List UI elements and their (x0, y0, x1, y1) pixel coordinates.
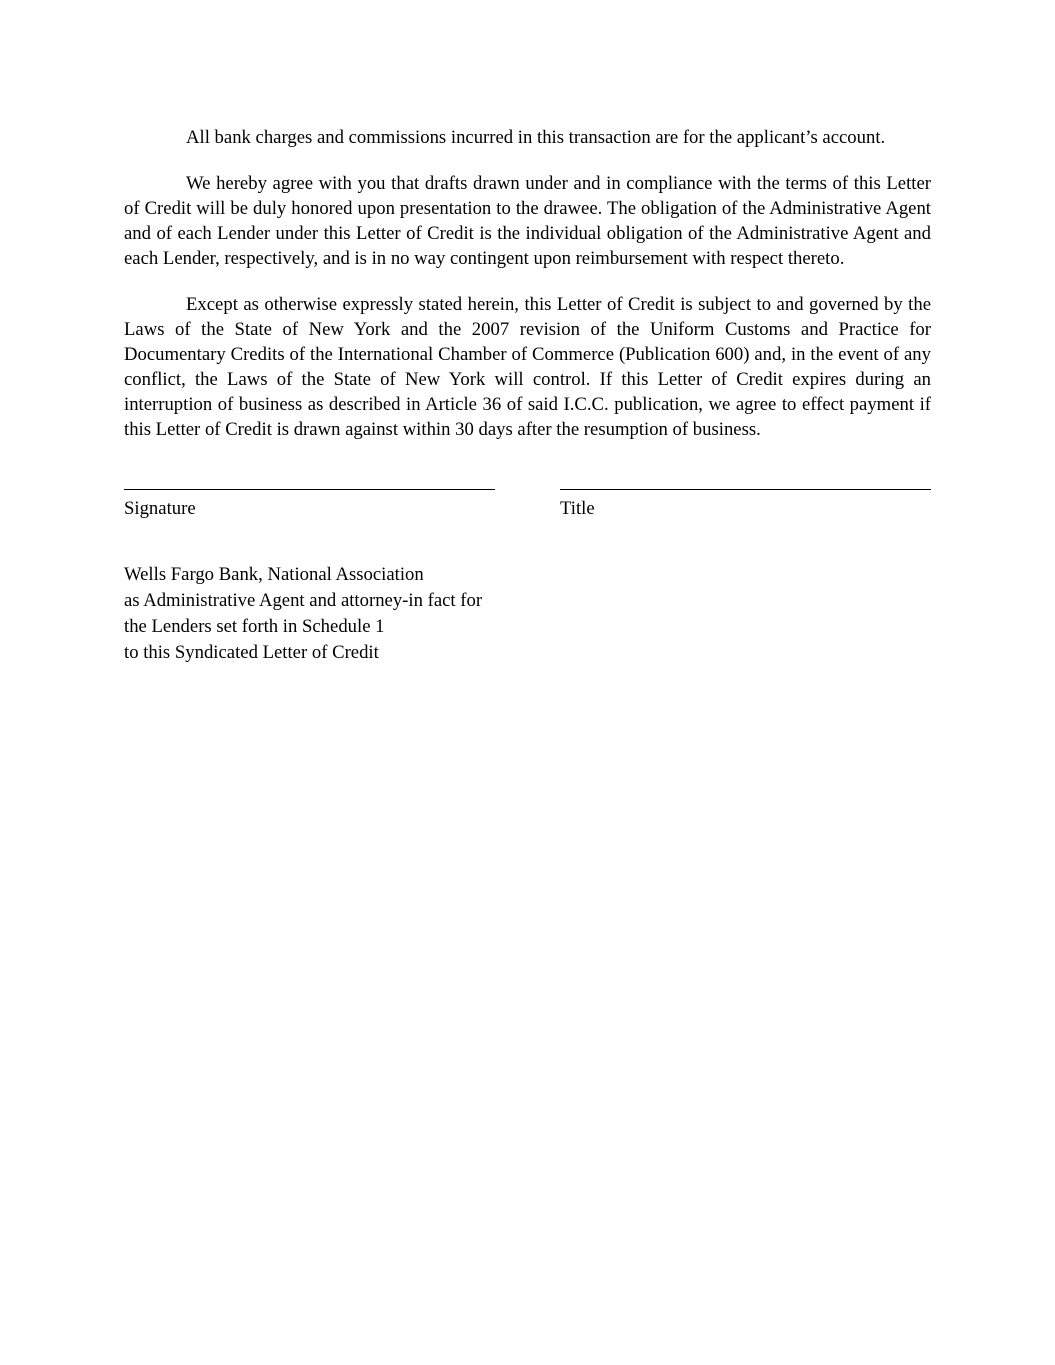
paragraph-governing-law: Except as otherwise expressly stated herein, this Letter of Credit is subject to and governed by the Laws of the State of New York and the 2007 revision of the Uniform Customs and Practice for Documentary Credits of the International Chamber of Commerce (Publication 600) and, in the event of any conflict, the Laws of the State of New York will control. If this Letter of Credit expires during an interruption of business as described in Article 36 of said I.C.C. publication, we agree to effect payment if this Letter of Credit is drawn against within 30 days after the resumption of business. (124, 294, 931, 440)
signature-line (124, 489, 495, 490)
signatory-role-line-1: as Administrative Agent and attorney-in fact for (124, 590, 483, 611)
title-label: Title (560, 498, 595, 519)
paragraph-drafts-honored: We hereby agree with you that drafts drawn under and in compliance with the terms of this Letter of Credit will be duly honored upon presentation to the drawee. The obligation of the Administrative Agent and of each Lender under this Letter of Credit is the individual obligation of the Administrative Agent and each Lender, respectively, and is in no way contingent upon reimbursement with respect thereto. (124, 173, 931, 269)
signatory-role-line-2: the Lenders set forth in Schedule 1 (124, 616, 385, 637)
signatory-name: Wells Fargo Bank, National Association (124, 564, 424, 585)
signatory-role-line-3: to this Syndicated Letter of Credit (124, 642, 379, 663)
signature-column (124, 489, 495, 521)
signatory-block (124, 562, 931, 666)
title-column (560, 489, 931, 521)
signature-row (124, 489, 931, 521)
signature-label: Signature (124, 498, 196, 519)
title-line (560, 489, 931, 490)
paragraph-bank-charges: All bank charges and commissions incurred in this transaction are for the applicant’s account. (186, 127, 886, 148)
